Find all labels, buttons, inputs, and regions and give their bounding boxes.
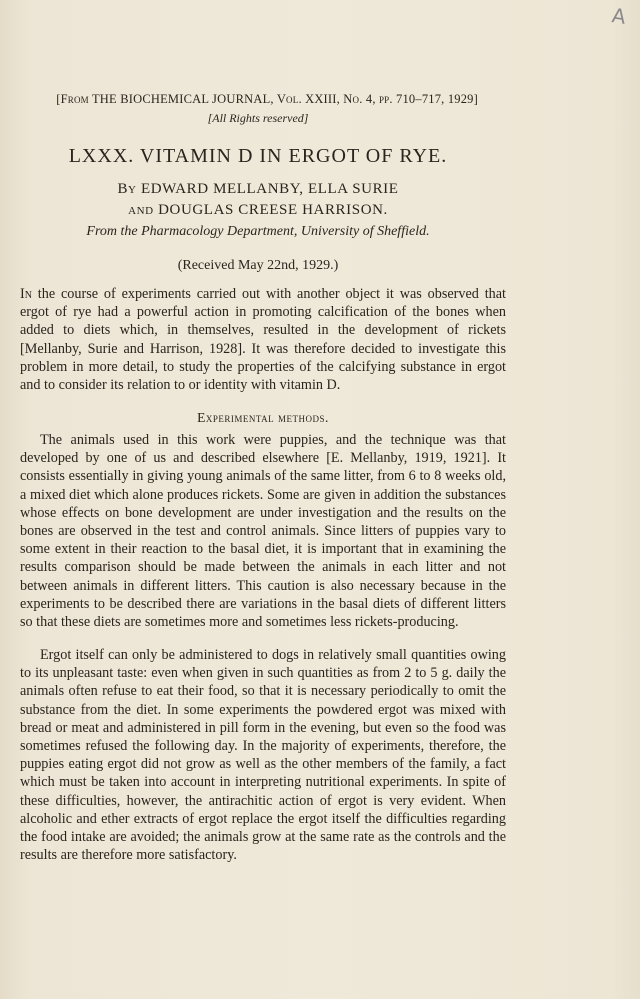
- and-label: and: [128, 202, 154, 218]
- intro-rest: the course of experiments carried out with another object it was observed that ergot of rye had a powerful action in promoting calcification of the bones when added to diets which, in themselves, resulted in the development of rickets [Mellanby, Surie and Harrison, 1928]. It was therefore decided to investigate this problem in more detail, to study the properties of the calcifying substance in ergot and to consider its relation to or identity with vitamin D.: [20, 286, 506, 394]
- authors-second: DOUGLAS CREESE HARRISON.: [158, 202, 388, 218]
- paragraph-methods: The animals used in this work were puppies, and the technique was that developed by one of us and described elsewhere [E. Mellanby, 1919, 1921]. It consists essentially in giving young animals of the same litter, from 6 to 8 weeks old, a mixed diet which alone produces rickets. Some are given in addition the substances whose effects on bone development are under investigation and the results on the bones are observed in the test and control animals. Since litters of puppies vary to some extent in their reaction to the basal diet, it is important that in examining the results comparison should be made between the animals in each litter and not between animals in different litters. This caution is also necessary because in the experiments to be described there are variations in the basal diets of different litters so that these diets are sometimes more and sometimes less rickets-producing.: [20, 432, 506, 631]
- section-heading: Experimental methods.: [197, 410, 329, 425]
- handwritten-corner-mark: A: [610, 3, 628, 29]
- authors-first: EDWARD MELLANBY, ELLA SURIE: [140, 181, 399, 197]
- author-line-2: [0, 202, 516, 219]
- author-line-1: [0, 181, 516, 198]
- article-title: LXXX. VITAMIN D IN ERGOT OF RYE.: [68, 145, 448, 167]
- intro-first-word: In: [20, 286, 32, 302]
- affiliation: From the Pharmacology Department, University of Sheffield.: [86, 224, 430, 239]
- paragraph-intro: [20, 285, 506, 394]
- journal-citation: [From THE BIOCHEMICAL JOURNAL, Vol. XXIII, No. 4, pp. 710–717, 1929]: [56, 92, 478, 106]
- by-label: By: [117, 181, 137, 197]
- paragraph-ergot: Ergot itself can only be administered to dogs in relatively small quantities owing to its unpleasant taste: even when given in such quantities as from 2 to 5 g. daily the animals often refuse to eat their food, so that it is necessary periodically to omit the substance from the diet. In some experiments the powdered ergot was mixed with bread or meat and administered in pill form in the evening, but even so the food was sometimes refused the following day. In the majority of experiments, therefore, the puppies eating ergot did not grow as well as the other members of the family, a fact which must be taken into account in interpreting nutritional experiments. In spite of these difficulties, however, the antirachitic action of ergot is very evident. When alcoholic and ether extracts of ergot replace the ergot itself the difficulties regarding the food intake are avoided; the animals grow at the same rate as the controls and the results are therefore more satisfactory.: [20, 647, 506, 864]
- rights-notice: [All Rights reserved]: [207, 111, 309, 125]
- received-date: (Received May 22nd, 1929.): [177, 258, 339, 273]
